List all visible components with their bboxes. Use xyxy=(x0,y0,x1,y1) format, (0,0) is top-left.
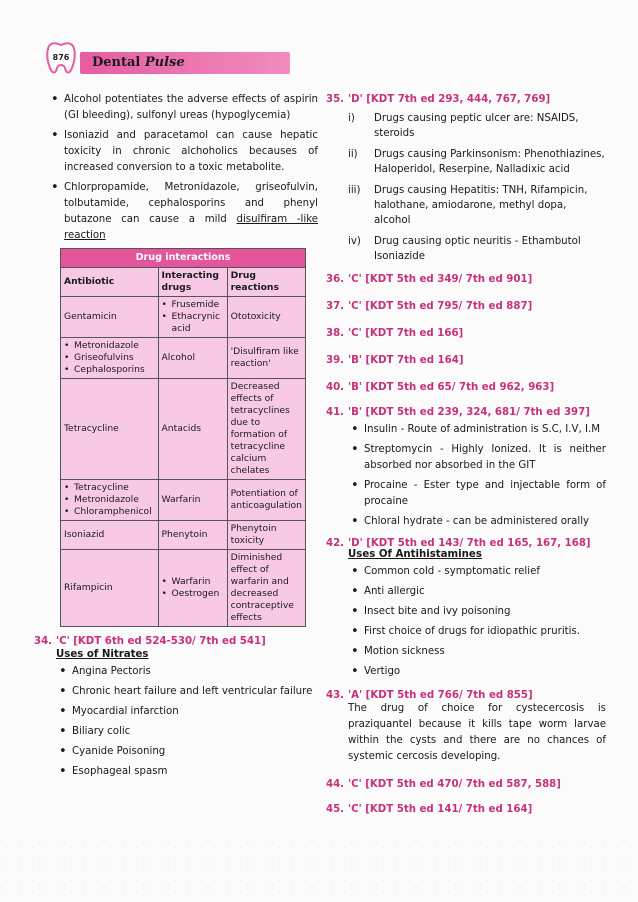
table-cell: • Metronidazole • Griseofulvins • Cephalosporins xyxy=(61,338,159,379)
list-item: • Isoniazid and paracetamol can cause hepatic toxicity in chronic alchoholics becauses of increased conversion to a toxic metabolite. xyxy=(48,128,318,176)
list-item: iv) Drug causing optic neuritis - Ethambutol Isoniazide xyxy=(348,236,581,262)
table-row xyxy=(61,550,306,627)
answer-key: 41. 'B' [KDT 5th ed 239, 324, 681/ 7th ed 397] xyxy=(326,407,590,418)
answer-key: 43. 'A' [KDT 5th ed 766/ 7th ed 855] xyxy=(326,690,533,701)
list-item: • First choice of drugs for idiopathic pruritis. xyxy=(348,624,606,640)
answer-45: 45. 'C' [KDT 5th ed 141/ 7th ed 164] xyxy=(326,804,533,815)
table-cell: Warfarin xyxy=(158,480,227,521)
list-item: • Chronic heart failure and left ventricular failure xyxy=(56,684,314,700)
answer-42 xyxy=(326,538,606,680)
list-item: • Angina Pectoris xyxy=(56,664,314,680)
list-item: • Procaine - Ester type and injectable form of procaine xyxy=(348,478,606,510)
answer-key: 42. 'D' [KDT 5th ed 143/ 7th ed 165, 167, 168] xyxy=(326,538,591,549)
scan-noise xyxy=(0,842,638,902)
section-heading: Uses of Nitrates xyxy=(56,649,149,660)
list-item: • Insect bite and ivy poisoning xyxy=(348,604,606,620)
list-item: • Chloral hydrate - can be administered orally xyxy=(348,514,606,530)
list-item: i) Drugs causing peptic ulcer are: NSAIDS, steroids xyxy=(348,113,579,139)
list-item: • Alcohol potentiates the adverse effects of aspirin (GI bleeding), sulfonyl ureas (hypoglycemia) xyxy=(48,92,318,124)
table-cell: Rifampicin xyxy=(61,550,159,627)
list-item: • Esophageal spasm xyxy=(56,764,314,780)
right-column xyxy=(326,94,606,815)
answer-37: 37. 'C' [KDT 5th ed 795/ 7th ed 887] xyxy=(326,301,533,312)
table-row xyxy=(61,379,306,480)
answer-41 xyxy=(326,407,606,530)
table-row xyxy=(61,521,306,550)
table-cell: • Tetracycline • Metronidazole • Chloramphenicol xyxy=(61,480,159,521)
list-item: • Vertigo xyxy=(348,664,606,680)
answer-43 xyxy=(326,690,606,765)
table-cell: 'Disulfiram like reaction' xyxy=(227,338,305,379)
title-banner xyxy=(80,52,290,74)
answer-35 xyxy=(326,94,606,264)
table-cell: Decreased effects of tetracyclines due to formation of tetracycline calcium chelates xyxy=(227,379,305,480)
table-cell: Phenytoin xyxy=(158,521,227,550)
answer-38: 38. 'C' [KDT 7th ed 166] xyxy=(326,328,464,339)
table-cell: Gentamicin xyxy=(61,297,159,338)
table-cell: Diminished effect of warfarin and decreased contraceptive effects xyxy=(227,550,305,627)
answer-34 xyxy=(34,636,314,784)
answer-key: 34. 'C' [KDT 6th ed 524-530/ 7th ed 541] xyxy=(34,636,266,647)
answer-39: 39. 'B' [KDT 7th ed 164] xyxy=(326,355,464,366)
table-cell: • Frusemide • Ethacrynic acid xyxy=(158,297,227,338)
route-list xyxy=(348,422,606,530)
explanation-text: The drug of choice for cystecercosis is praziquantel because it kills tape worm larvae within the cysts and there are no chances of systemic cercosis developing. xyxy=(348,703,606,762)
table-cell: Antacids xyxy=(158,379,227,480)
interaction-notes-list xyxy=(48,92,318,244)
drug-interactions-table xyxy=(60,248,306,627)
list-item: • Common cold - symptomatic relief xyxy=(348,564,606,580)
column-header: Interacting drugs xyxy=(158,268,227,297)
antihistamines-uses-list xyxy=(348,564,606,680)
table-cell: Isoniazid xyxy=(61,521,159,550)
list-item: • Biliary colic xyxy=(56,724,314,740)
list-item: ii) Drugs causing Parkinsonism: Phenothiazines, Haloperidol, Reserpine, Nalladixic acid xyxy=(348,149,605,175)
book-title: Dental Pulse xyxy=(92,55,185,70)
table-header-row xyxy=(61,268,306,297)
list-item: • Streptomycin - Highly Ionized. It is neither absorbed nor absorbed in the GIT xyxy=(348,442,606,474)
table-cell: Ototoxicity xyxy=(227,297,305,338)
nitrates-uses-list xyxy=(56,664,314,780)
table-row xyxy=(61,297,306,338)
list-item: iii) Drugs causing Hepatitis: TNH, Rifampicin, halothane, amiodarone, methyl dopa, alcohol xyxy=(348,185,588,226)
list-item: • Myocardial infarction xyxy=(56,704,314,720)
table-row xyxy=(61,338,306,379)
table-cell: • Warfarin • Oestrogen xyxy=(158,550,227,627)
column-header: Antibiotic xyxy=(61,268,159,297)
table-cell: Tetracycline xyxy=(61,379,159,480)
list-item: • Chlorpropamide, Metronidazole, griseofulvin, tolbutamide, cephalosporins and phenyl butazone can cause a mild disulfiram -like reaction xyxy=(48,180,318,244)
page-number: 876 xyxy=(52,53,70,62)
list-item: • Cyanide Poisoning xyxy=(56,744,314,760)
list-item: • Motion sickness xyxy=(348,644,606,660)
table-cell: Alcohol xyxy=(158,338,227,379)
list-item: • Insulin - Route of administration is S.C, I.V, I.M xyxy=(348,422,606,438)
answer-key: 35. 'D' [KDT 7th ed 293, 444, 767, 769] xyxy=(326,94,551,105)
table-caption: Drug interactions xyxy=(61,249,306,268)
section-heading: Uses Of Antihistamines xyxy=(348,549,482,560)
answer-36: 36. 'C' [KDT 5th ed 349/ 7th ed 901] xyxy=(326,274,533,285)
column-header: Drug reactions xyxy=(227,268,305,297)
left-column xyxy=(48,92,318,248)
answer-40: 40. 'B' [KDT 5th ed 65/ 7th ed 962, 963] xyxy=(326,382,555,393)
table-cell: Potentiation of anticoagulation xyxy=(227,480,305,521)
page-header xyxy=(44,40,604,80)
answer-44: 44. 'C' [KDT 5th ed 470/ 7th ed 587, 588] xyxy=(326,779,561,790)
list-item: • Anti allergic xyxy=(348,584,606,600)
table-cell: Phenytoin toxicity xyxy=(227,521,305,550)
table-row xyxy=(61,480,306,521)
